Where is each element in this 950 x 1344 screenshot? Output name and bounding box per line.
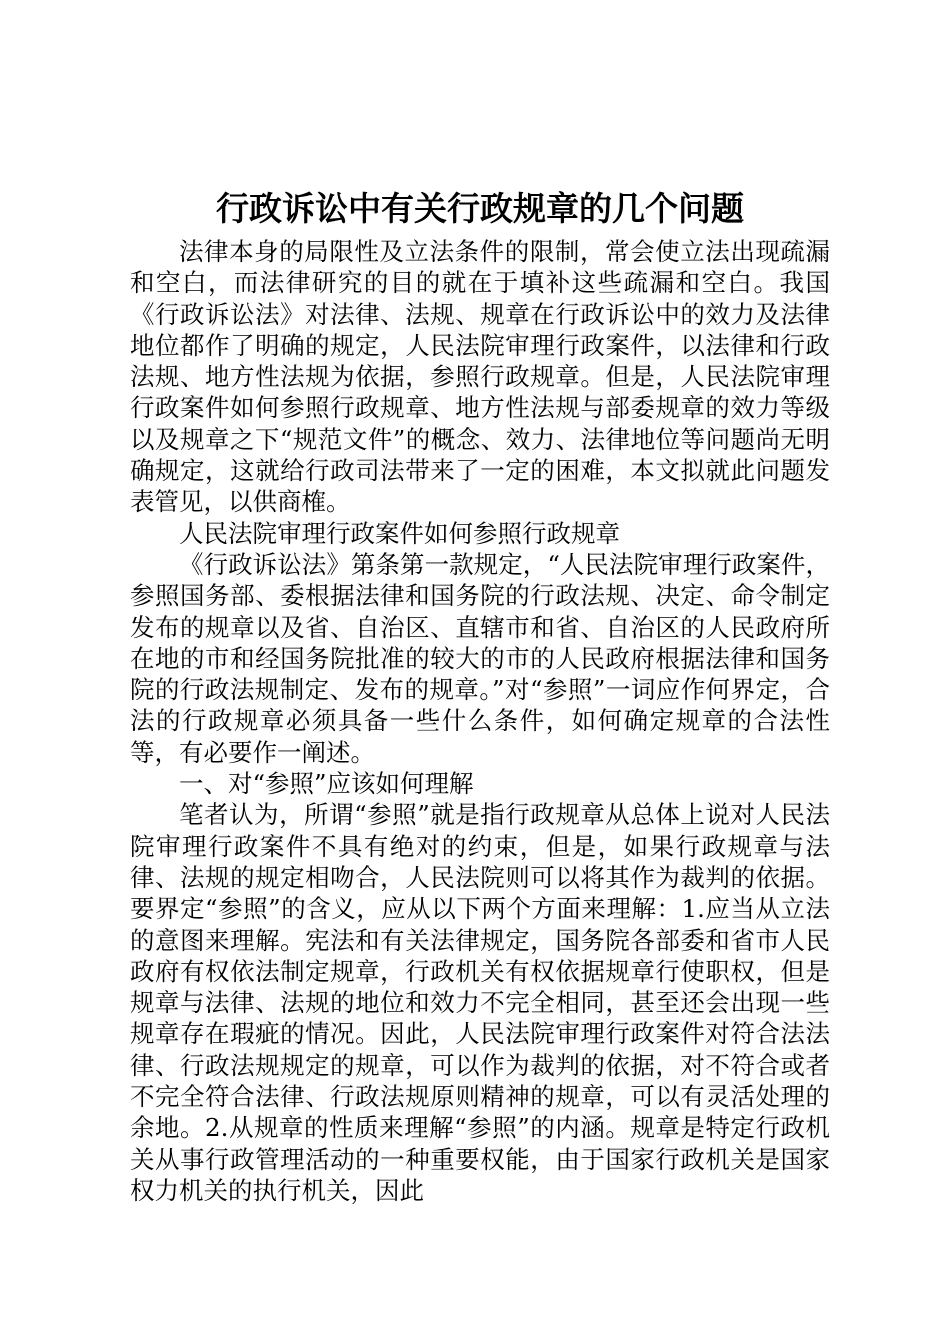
discussion-paragraph: 笔者认为，所谓“参照”就是指行政规章从总体上说对人民法院审理行政案件不具有绝对的约束，但是，如果行政规章与法律、法规的规定相吻合，人民法院则可以将其作为裁判的依据。要界定“参照”的含义，应从以下两个方面来理解：1.应当从立法的意图来理解。宪法和有关法律规定，国务院各部委和省市人民政府有权依法制定规章，行政机关有权依据规章行使职权，但是规章与法律、法规的地位和效力不完全相同，甚至还会出现一些规章存在瑕疵的情况。因此，人民法院审理行政案件对符合法法律、行政法规规定的规章，可以作为裁判的依据，对不符合或者不完全符合法律、行政法规原则精神的规章，可以有灵活处理的余地。2.从规章的性质来理解“参照”的内涵。规章是特定行政机关从事行政管理活动的一种重要权能，由于国家行政机关是国家权力机关的执行机关，因此 bbox=[130, 800, 830, 1205]
intro-paragraph: 法律本身的局限性及立法条件的限制，常会使立法出现疏漏和空白，而法律研究的目的就在于填补这些疏漏和空白。我国《行政诉讼法》对法律、法规、规章在行政诉讼中的效力及法律地位都作了明确的规定，人民法院审理行政案件，以法律和行政法规、地方性法规为依据，参照行政规章。但是，人民法院审理行政案件如何参照行政规章、地方性法规与部委规章的效力等级以及规章之下“规范文件”的概念、效力、法律地位等问题尚无明确规定，这就给行政司法带来了一定的困难，本文拟就此问题发表管见，以供商榷。 bbox=[130, 237, 830, 517]
section-heading: 人民法院审理行政案件如何参照行政规章 bbox=[179, 518, 620, 548]
document-body bbox=[130, 236, 830, 1206]
document-title: 行政诉讼中有关行政规章的几个问题 bbox=[216, 189, 744, 228]
article-paragraph: 《行政诉讼法》第条第一款规定，“人民法院审理行政案件，参照国务部、委根据法律和国务院的行政法规、决定、命令制定发布的规章以及省、自治区、直辖市和省、自治区的人民政府所在地的市和经国务院批准的较大的市的人民政府根据法律和国务院的行政法规制定、发布的规章。”对“参照”一词应作何界定，合法的行政规章必须具备一些什么条件，如何确定规章的合法性等，有必要作一阐述。 bbox=[130, 549, 830, 767]
subsection-heading: 一、对“参照”应该如何理解 bbox=[179, 769, 474, 799]
